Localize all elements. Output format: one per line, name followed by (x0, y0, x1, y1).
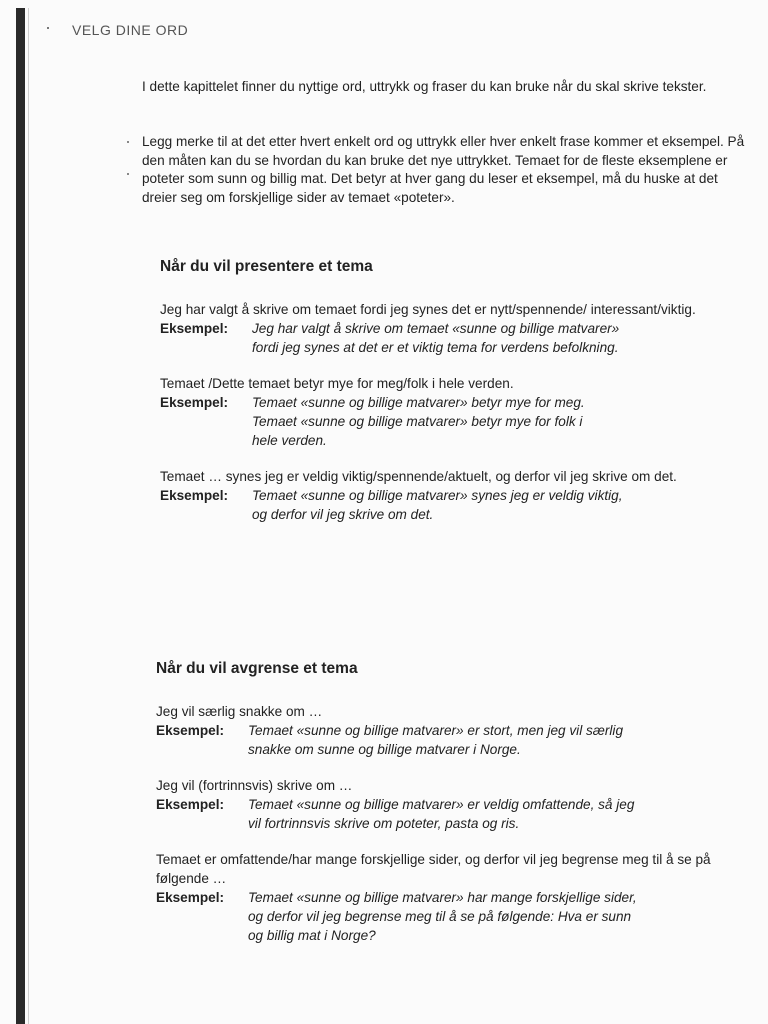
section-avgrense (156, 660, 736, 962)
example-line: og derfor vil jeg begrense meg til å se på følgende: Hva er sunn (248, 909, 632, 924)
phrase-text: Temaet /Dette temaet betyr mye for meg/folk i hele verden. (160, 376, 514, 391)
intro-paragraph: I dette kapittelet finner du nyttige ord, uttrykk og fraser du kan bruke når du skal skrive tekster. (142, 79, 707, 94)
phrase-entry (160, 374, 730, 450)
phrase-entry (156, 702, 736, 759)
example-line: hele verden. (252, 433, 327, 448)
phrase-entry (160, 300, 730, 357)
phrase-entry (156, 850, 736, 945)
header-bullet (47, 27, 49, 29)
page-edge-line (28, 8, 29, 1024)
phrase-entry (156, 776, 736, 833)
phrase-entry (160, 467, 730, 524)
phrase-text: Jeg har valgt å skrive om temaet fordi jeg synes det er nytt/spennende/ interessant/viktig. (160, 302, 696, 317)
example-label: Eksempel: (156, 797, 225, 812)
example-line: Temaet «sunne og billige matvarer» betyr mye for folk i (252, 414, 583, 429)
example-block (160, 319, 730, 357)
phrase-text: Temaet er omfattende/har mange forskjellige sider, og derfor vil jeg begrense meg til å se på følgende … (156, 852, 711, 886)
example-block (156, 721, 736, 759)
book-spine-shadow (16, 8, 25, 1024)
example-label: Eksempel: (156, 890, 225, 905)
example-line: Jeg har valgt å skrive om temaet «sunne og billige matvarer» (252, 321, 620, 336)
margin-mark (127, 141, 129, 143)
phrase-text: Temaet … synes jeg er veldig viktig/spennende/aktuelt, og derfor vil jeg skrive om det. (160, 469, 677, 484)
section-presentere (160, 258, 730, 541)
example-label: Eksempel: (160, 395, 229, 410)
example-block (156, 795, 736, 833)
example-label: Eksempel: (160, 488, 229, 503)
example-block (160, 393, 730, 450)
example-line: Temaet «sunne og billige matvarer» er stort, men jeg vil særlig (248, 723, 624, 738)
example-line: Temaet «sunne og billige matvarer» har mange forskjellige sider, (248, 890, 637, 905)
intro-paragraph: Legg merke til at det etter hvert enkelt ord og uttrykk eller hver enkelt frase kommer et eksempel. På den måten kan du se hvordan du kan bruke det nye uttrykket. Temaet for de fleste eksemplene er poteter som sunn og billig mat. Det betyr at hver gang du leser et eksempel, må du huske at det dreier seg om forskjellige sider av temaet «poteter». (142, 134, 745, 205)
example-label: Eksempel: (160, 321, 229, 336)
example-label: Eksempel: (156, 723, 225, 738)
section-heading: Når du vil avgrense et tema (156, 660, 358, 677)
example-line: Temaet «sunne og billige matvarer» betyr mye for meg. (252, 395, 585, 410)
example-line: og derfor vil jeg skrive om det. (252, 507, 434, 522)
example-block (160, 486, 730, 524)
example-line: vil fortrinnsvis skrive om poteter, pasta og ris. (248, 816, 520, 831)
example-text (252, 319, 619, 357)
example-text (248, 888, 637, 945)
phrase-text: Jeg vil særlig snakke om … (156, 704, 323, 719)
example-line: snakke om sunne og billige matvarer i Norge. (248, 742, 521, 757)
example-text (252, 393, 585, 450)
example-line: og billig mat i Norge? (248, 928, 376, 943)
example-text (252, 486, 623, 524)
example-text (248, 721, 623, 759)
example-line: Temaet «sunne og billige matvarer» synes jeg er veldig viktig, (252, 488, 623, 503)
section-heading: Når du vil presentere et tema (160, 258, 373, 275)
example-text (248, 795, 634, 833)
chapter-header: VELG DINE ORD (72, 22, 189, 38)
phrase-text: Jeg vil (fortrinnsvis) skrive om … (156, 778, 353, 793)
example-line: fordi jeg synes at det er et viktig tema for verdens befolkning. (252, 340, 619, 355)
margin-mark (127, 173, 129, 175)
example-line: Temaet «sunne og billige matvarer» er veldig omfattende, så jeg (248, 797, 635, 812)
example-block (156, 888, 736, 945)
